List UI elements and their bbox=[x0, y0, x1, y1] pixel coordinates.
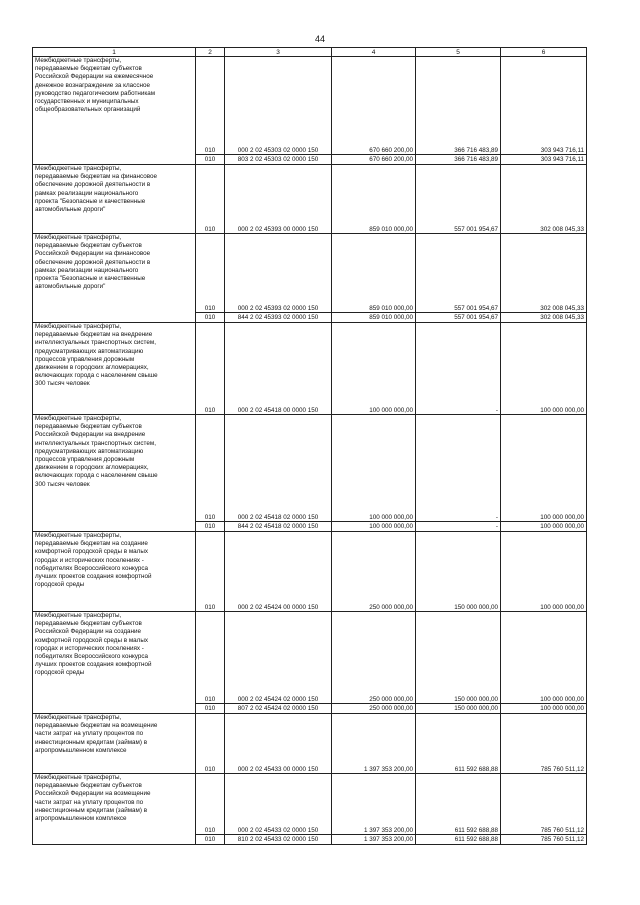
column-number: 4 bbox=[332, 48, 416, 57]
column-number: 1 bbox=[33, 48, 196, 57]
column-number: 5 bbox=[416, 48, 501, 57]
approved-amount-cell: 1 397 353 200,00 bbox=[332, 835, 416, 845]
budget-class-code-cell: 000 2 02 45433 00 0000 150 bbox=[225, 714, 332, 774]
unexecuted-amount-cell: 302 008 045,33 bbox=[501, 165, 587, 234]
executed-amount-cell: 557 001 954,67 bbox=[416, 234, 501, 313]
budget-class-code-cell: 000 2 02 45303 02 0000 150 bbox=[225, 57, 332, 155]
executed-amount-cell: 557 001 954,67 bbox=[416, 313, 501, 323]
table-row bbox=[33, 612, 587, 704]
unexecuted-amount-cell: 100 000 000,00 bbox=[501, 612, 587, 704]
executed-amount-cell: - bbox=[416, 323, 501, 415]
unexecuted-amount-cell: 303 943 716,11 bbox=[501, 57, 587, 155]
unexecuted-amount-cell: 302 008 045,33 bbox=[501, 234, 587, 313]
column-number: 2 bbox=[196, 48, 225, 57]
unexecuted-amount-cell: 100 000 000,00 bbox=[501, 415, 587, 522]
table-row bbox=[33, 323, 587, 415]
table-row bbox=[33, 532, 587, 612]
row-description: Межбюджетные трансферты, передаваемые бюджетам субъектов Российской Федерации на внедрение интеллектуальных транспортных систем, предусматривающих автоматизацию процессов управления дорожным движением в городских агломерациях, включающих города с населением свыше 300 тысяч человек bbox=[33, 415, 196, 532]
approved-amount-cell: 859 010 000,00 bbox=[332, 234, 416, 313]
budget-class-code-cell: 000 2 02 45424 02 0000 150 bbox=[225, 612, 332, 704]
executed-amount-cell: 366 716 483,89 bbox=[416, 57, 501, 155]
column-number: 3 bbox=[225, 48, 332, 57]
row-description: Межбюджетные трансферты, передаваемые бюджетам на создание комфортной городской среды в малых городах и исторических поселениях - победителях Всероссийского конкурса лучших проектов создания комфортной городской среды bbox=[33, 532, 196, 612]
line-code-cell: 010 bbox=[196, 612, 225, 704]
budget-class-code-cell: 807 2 02 45424 02 0000 150 bbox=[225, 704, 332, 714]
line-code-cell: 010 bbox=[196, 155, 225, 165]
executed-amount-cell: 150 000 000,00 bbox=[416, 612, 501, 704]
budget-class-code-cell: 000 2 02 45418 02 0000 150 bbox=[225, 415, 332, 522]
line-code-cell: 010 bbox=[196, 714, 225, 774]
budget-class-code-cell: 000 2 02 45418 00 0000 150 bbox=[225, 323, 332, 415]
line-code-cell: 010 bbox=[196, 774, 225, 835]
line-code-cell: 010 bbox=[196, 704, 225, 714]
page-number: 44 bbox=[314, 34, 325, 44]
line-code-cell: 010 bbox=[196, 835, 225, 845]
unexecuted-amount-cell: 785 760 511,12 bbox=[501, 774, 587, 835]
approved-amount-cell: 100 000 000,00 bbox=[332, 323, 416, 415]
approved-amount-cell: 250 000 000,00 bbox=[332, 612, 416, 704]
unexecuted-amount-cell: 100 000 000,00 bbox=[501, 704, 587, 714]
unexecuted-amount-cell: 302 008 045,33 bbox=[501, 313, 587, 323]
line-code-cell: 010 bbox=[196, 415, 225, 522]
budget-table bbox=[32, 47, 587, 845]
executed-amount-cell: 557 001 954,67 bbox=[416, 165, 501, 234]
executed-amount-cell: 150 000 000,00 bbox=[416, 532, 501, 612]
approved-amount-cell: 250 000 000,00 bbox=[332, 532, 416, 612]
approved-amount-cell: 100 000 000,00 bbox=[332, 415, 416, 522]
budget-class-code-cell: 000 2 02 45424 00 0000 150 bbox=[225, 532, 332, 612]
executed-amount-cell: - bbox=[416, 522, 501, 532]
approved-amount-cell: 100 000 000,00 bbox=[332, 522, 416, 532]
budget-class-code-cell: 000 2 02 45393 02 0000 150 bbox=[225, 234, 332, 313]
table-body bbox=[33, 57, 587, 845]
budget-class-code-cell: 000 2 02 45433 02 0000 150 bbox=[225, 774, 332, 835]
line-code-cell: 010 bbox=[196, 165, 225, 234]
executed-amount-cell: 611 592 688,88 bbox=[416, 774, 501, 835]
approved-amount-cell: 250 000 000,00 bbox=[332, 704, 416, 714]
unexecuted-amount-cell: 100 000 000,00 bbox=[501, 522, 587, 532]
executed-amount-cell: 366 716 483,89 bbox=[416, 155, 501, 165]
line-code-cell: 010 bbox=[196, 323, 225, 415]
approved-amount-cell: 1 397 353 200,00 bbox=[332, 714, 416, 774]
row-description: Межбюджетные трансферты, передаваемые бюджетам на возмещение части затрат на уплату процентов по инвестиционным кредитам (займам) в агропромышленном комплексе bbox=[33, 714, 196, 774]
line-code-cell: 010 bbox=[196, 532, 225, 612]
unexecuted-amount-cell: 303 943 716,11 bbox=[501, 155, 587, 165]
unexecuted-amount-cell: 100 000 000,00 bbox=[501, 323, 587, 415]
table-row bbox=[33, 57, 587, 155]
budget-class-code-cell: 810 2 02 45433 02 0000 150 bbox=[225, 835, 332, 845]
approved-amount-cell: 859 010 000,00 bbox=[332, 165, 416, 234]
executed-amount-cell: 150 000 000,00 bbox=[416, 704, 501, 714]
line-code-cell: 010 bbox=[196, 234, 225, 313]
approved-amount-cell: 670 660 200,00 bbox=[332, 155, 416, 165]
row-description: Межбюджетные трансферты, передаваемые бюджетам субъектов Российской Федерации на финансовое обеспечение дорожной деятельности в рамках реализации национального проекта "Безопасные и качественные автомобильные дороги" bbox=[33, 234, 196, 323]
budget-class-code-cell: 844 2 02 45418 02 0000 150 bbox=[225, 522, 332, 532]
budget-class-code-cell: 803 2 02 45303 02 0000 150 bbox=[225, 155, 332, 165]
row-description: Межбюджетные трансферты, передаваемые бюджетам на внедрение интеллектуальных транспортных систем, предусматривающих автоматизацию процессов управления дорожным движением в городских агломерациях, включающих города с населением свыше 300 тысяч человек bbox=[33, 323, 196, 415]
column-number: 6 bbox=[501, 48, 587, 57]
row-description: Межбюджетные трансферты, передаваемые бюджетам субъектов Российской Федерации на создание комфортной городской среды в малых городах и исторических поселениях - победителях Всероссийского конкурса лучших проектов создания комфортной городской среды bbox=[33, 612, 196, 714]
table-row bbox=[33, 774, 587, 835]
table-row bbox=[33, 415, 587, 522]
approved-amount-cell: 1 397 353 200,00 bbox=[332, 774, 416, 835]
table-row bbox=[33, 165, 587, 234]
unexecuted-amount-cell: 785 760 511,12 bbox=[501, 714, 587, 774]
column-number-row bbox=[33, 48, 587, 57]
unexecuted-amount-cell: 100 000 000,00 bbox=[501, 532, 587, 612]
line-code-cell: 010 bbox=[196, 522, 225, 532]
executed-amount-cell: - bbox=[416, 415, 501, 522]
executed-amount-cell: 611 592 688,88 bbox=[416, 835, 501, 845]
row-description: Межбюджетные трансферты, передаваемые бюджетам субъектов Российской Федерации на возмещение части затрат на уплату процентов по инвестиционным кредитам (займам) в агропромышленном комплексе bbox=[33, 774, 196, 845]
table-row bbox=[33, 234, 587, 313]
row-description: Межбюджетные трансферты, передаваемые бюджетам субъектов Российской Федерации на ежемесячное денежное вознаграждение за классное руководство педагогическим работникам государственных и муниципальных общеобразовательных организаций bbox=[33, 57, 196, 165]
approved-amount-cell: 859 010 000,00 bbox=[332, 313, 416, 323]
row-description: Межбюджетные трансферты, передаваемые бюджетам на финансовое обеспечение дорожной деятельности в рамках реализации национального проекта "Безопасные и качественные автомобильные дороги" bbox=[33, 165, 196, 234]
line-code-cell: 010 bbox=[196, 313, 225, 323]
executed-amount-cell: 611 592 688,88 bbox=[416, 714, 501, 774]
line-code-cell: 010 bbox=[196, 57, 225, 155]
approved-amount-cell: 670 660 200,00 bbox=[332, 57, 416, 155]
budget-class-code-cell: 000 2 02 45393 00 0000 150 bbox=[225, 165, 332, 234]
budget-class-code-cell: 844 2 02 45393 02 0000 150 bbox=[225, 313, 332, 323]
unexecuted-amount-cell: 785 760 511,12 bbox=[501, 835, 587, 845]
table-row bbox=[33, 714, 587, 774]
